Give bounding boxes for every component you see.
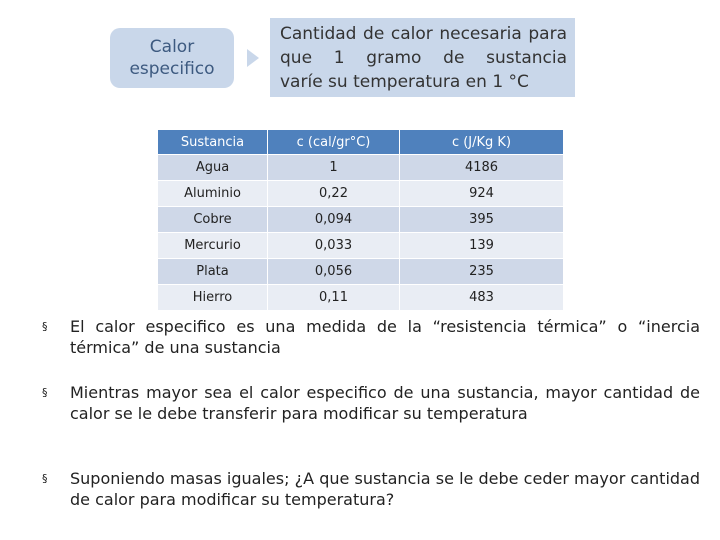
- table-row: [158, 155, 564, 181]
- cell-joule: 924: [400, 181, 564, 207]
- bullet-marker: §: [42, 320, 48, 333]
- bullet-marker: §: [42, 386, 48, 399]
- table-row: [158, 259, 564, 285]
- cell-substance: Plata: [158, 259, 268, 285]
- table-row: [158, 285, 564, 311]
- term-line-2: especifico: [129, 59, 215, 79]
- table-row: [158, 233, 564, 259]
- cell-cal: 0,056: [268, 259, 400, 285]
- cell-joule: 395: [400, 207, 564, 233]
- header-joule: c (J/Kg K): [400, 130, 564, 155]
- term-line-1: Calor: [149, 37, 195, 57]
- cell-joule: 483: [400, 285, 564, 311]
- arrow-right-icon: [247, 49, 259, 67]
- list-item: [42, 382, 700, 424]
- bullet-text: Mientras mayor sea el calor especifico de una sustancia, mayor cantidad de calor se le debe transferir para modificar su temperatura: [70, 383, 700, 423]
- cell-substance: Agua: [158, 155, 268, 181]
- cell-substance: Cobre: [158, 207, 268, 233]
- cell-substance: Aluminio: [158, 181, 268, 207]
- term-box: [110, 28, 234, 88]
- cell-cal: 0,033: [268, 233, 400, 259]
- cell-joule: 139: [400, 233, 564, 259]
- cell-cal: 0,094: [268, 207, 400, 233]
- cell-substance: Mercurio: [158, 233, 268, 259]
- table-row: [158, 181, 564, 207]
- cell-joule: 235: [400, 259, 564, 285]
- cell-cal: 0,22: [268, 181, 400, 207]
- table-header-row: [158, 130, 564, 155]
- definition-box: [270, 18, 575, 97]
- definition-text: Cantidad de calor necesaria para que 1 gramo de sustancia: [280, 24, 567, 68]
- list-item: [42, 316, 700, 358]
- bullet-text: Suponiendo masas iguales; ¿A que sustancia se le debe ceder mayor cantidad de calor para modificar su temperatura?: [70, 469, 700, 509]
- cell-substance: Hierro: [158, 285, 268, 311]
- cell-cal: 0,11: [268, 285, 400, 311]
- bullet-marker: §: [42, 472, 48, 485]
- header-substance: Sustancia: [158, 130, 268, 155]
- specific-heat-table: [157, 129, 564, 311]
- cell-joule: 4186: [400, 155, 564, 181]
- table-row: [158, 207, 564, 233]
- header-cal: c (cal/gr°C): [268, 130, 400, 155]
- cell-cal: 1: [268, 155, 400, 181]
- definition-last-line: varíe su temperatura en 1 °C: [280, 72, 529, 92]
- bullet-text: El calor especifico es una medida de la “resistencia térmica” o “inercia térmica” de una sustancia: [70, 317, 700, 357]
- list-item: [42, 468, 700, 510]
